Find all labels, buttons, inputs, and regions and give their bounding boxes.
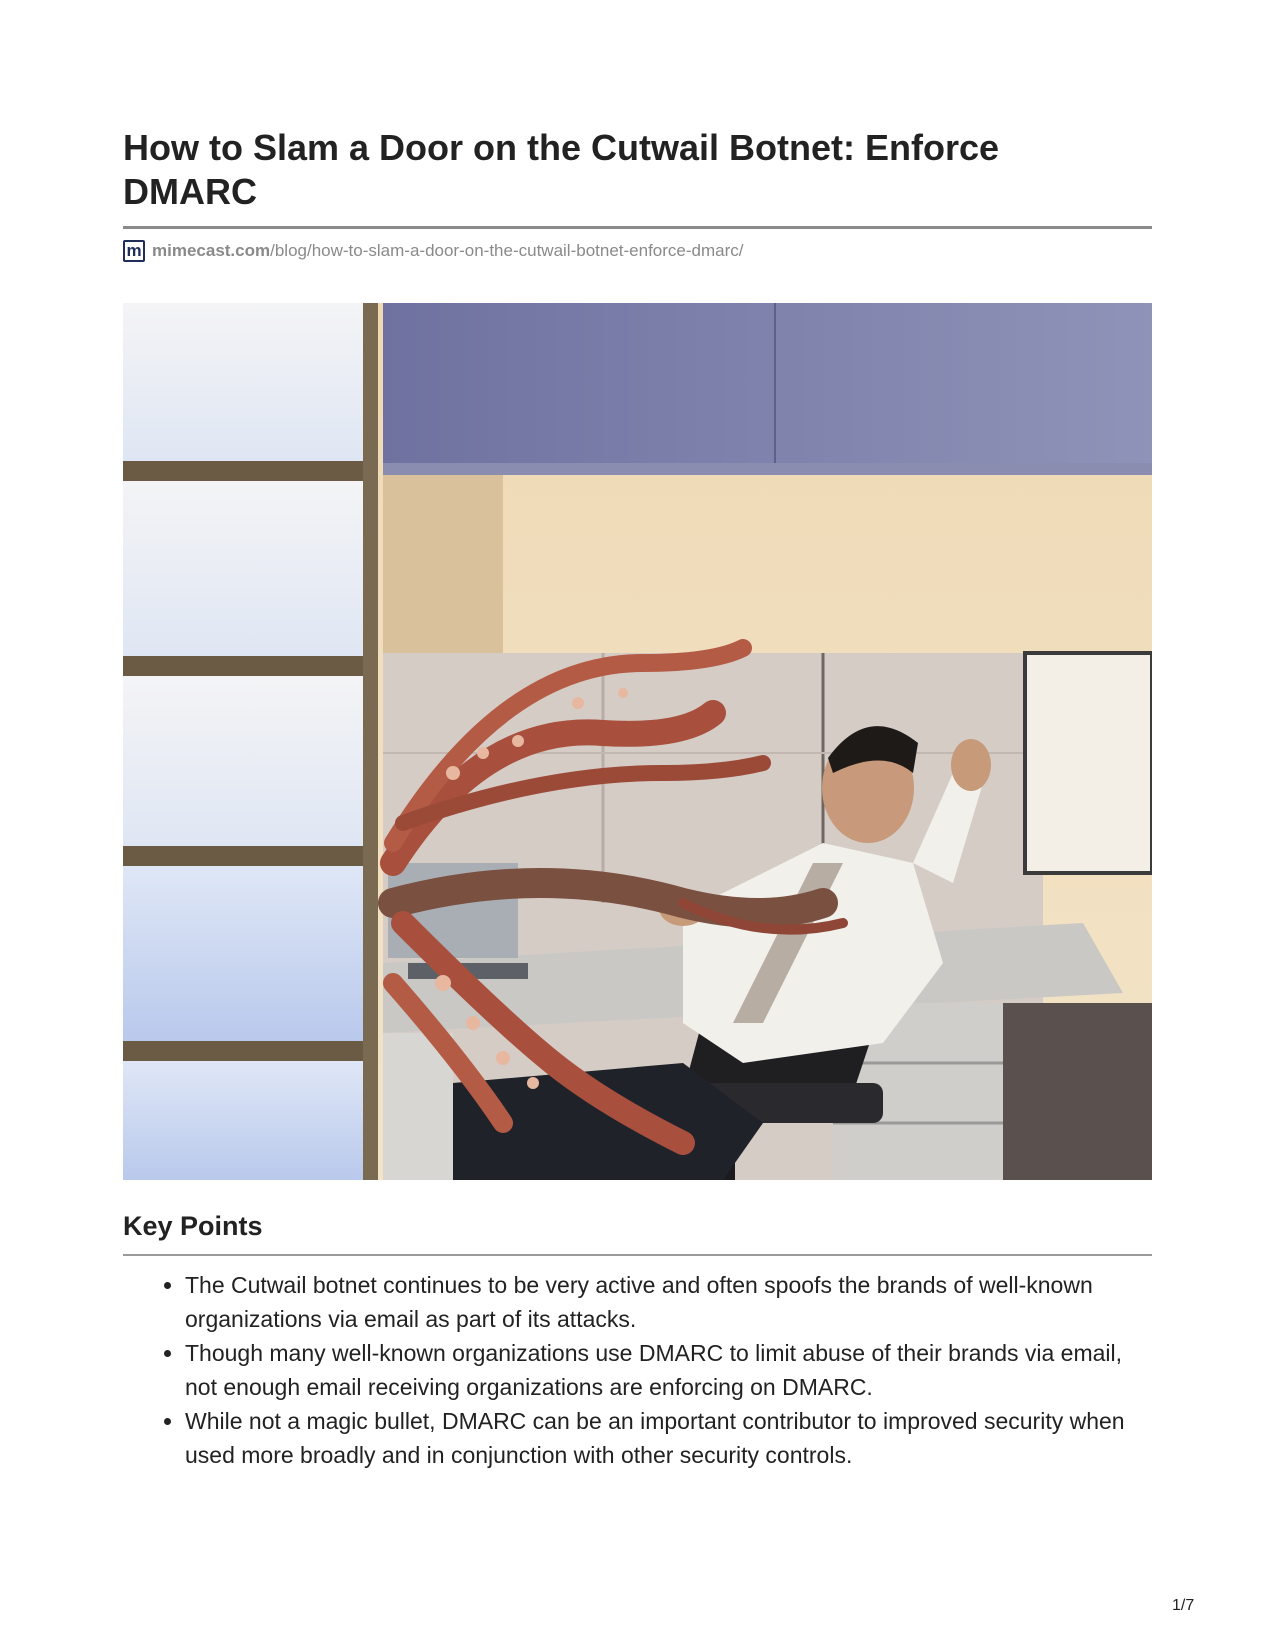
mimecast-logo-icon: m <box>123 240 145 262</box>
hero-image <box>123 303 1152 1180</box>
article-title: How to Slam a Door on the Cutwail Botnet: Enforce DMARC <box>123 127 1000 212</box>
title-divider <box>123 226 1152 229</box>
key-points-divider <box>123 1254 1152 1256</box>
key-points-list <box>123 1268 1152 1472</box>
source-link[interactable] <box>123 238 744 264</box>
source-path: /blog/how-to-slam-a-door-on-the-cutwail-botnet-enforce-dmarc/ <box>270 241 744 260</box>
page-number: 1/7 <box>1172 1597 1195 1614</box>
source-domain: mimecast.com <box>152 241 271 260</box>
list-item: • Though many well-known organizations use DMARC to limit abuse of their brands via email, not enough email receiving organizations are enforcing on DMARC. <box>185 1336 1152 1404</box>
list-item: • While not a magic bullet, DMARC can be an important contributor to improved security when used more broadly and in conjunction with other security controls. <box>185 1404 1152 1472</box>
list-item: • The Cutwail botnet continues to be very active and often spoofs the brands of well-known organizations via email as part of its attacks. <box>185 1268 1152 1336</box>
key-points-heading: Key Points <box>123 1211 263 1241</box>
